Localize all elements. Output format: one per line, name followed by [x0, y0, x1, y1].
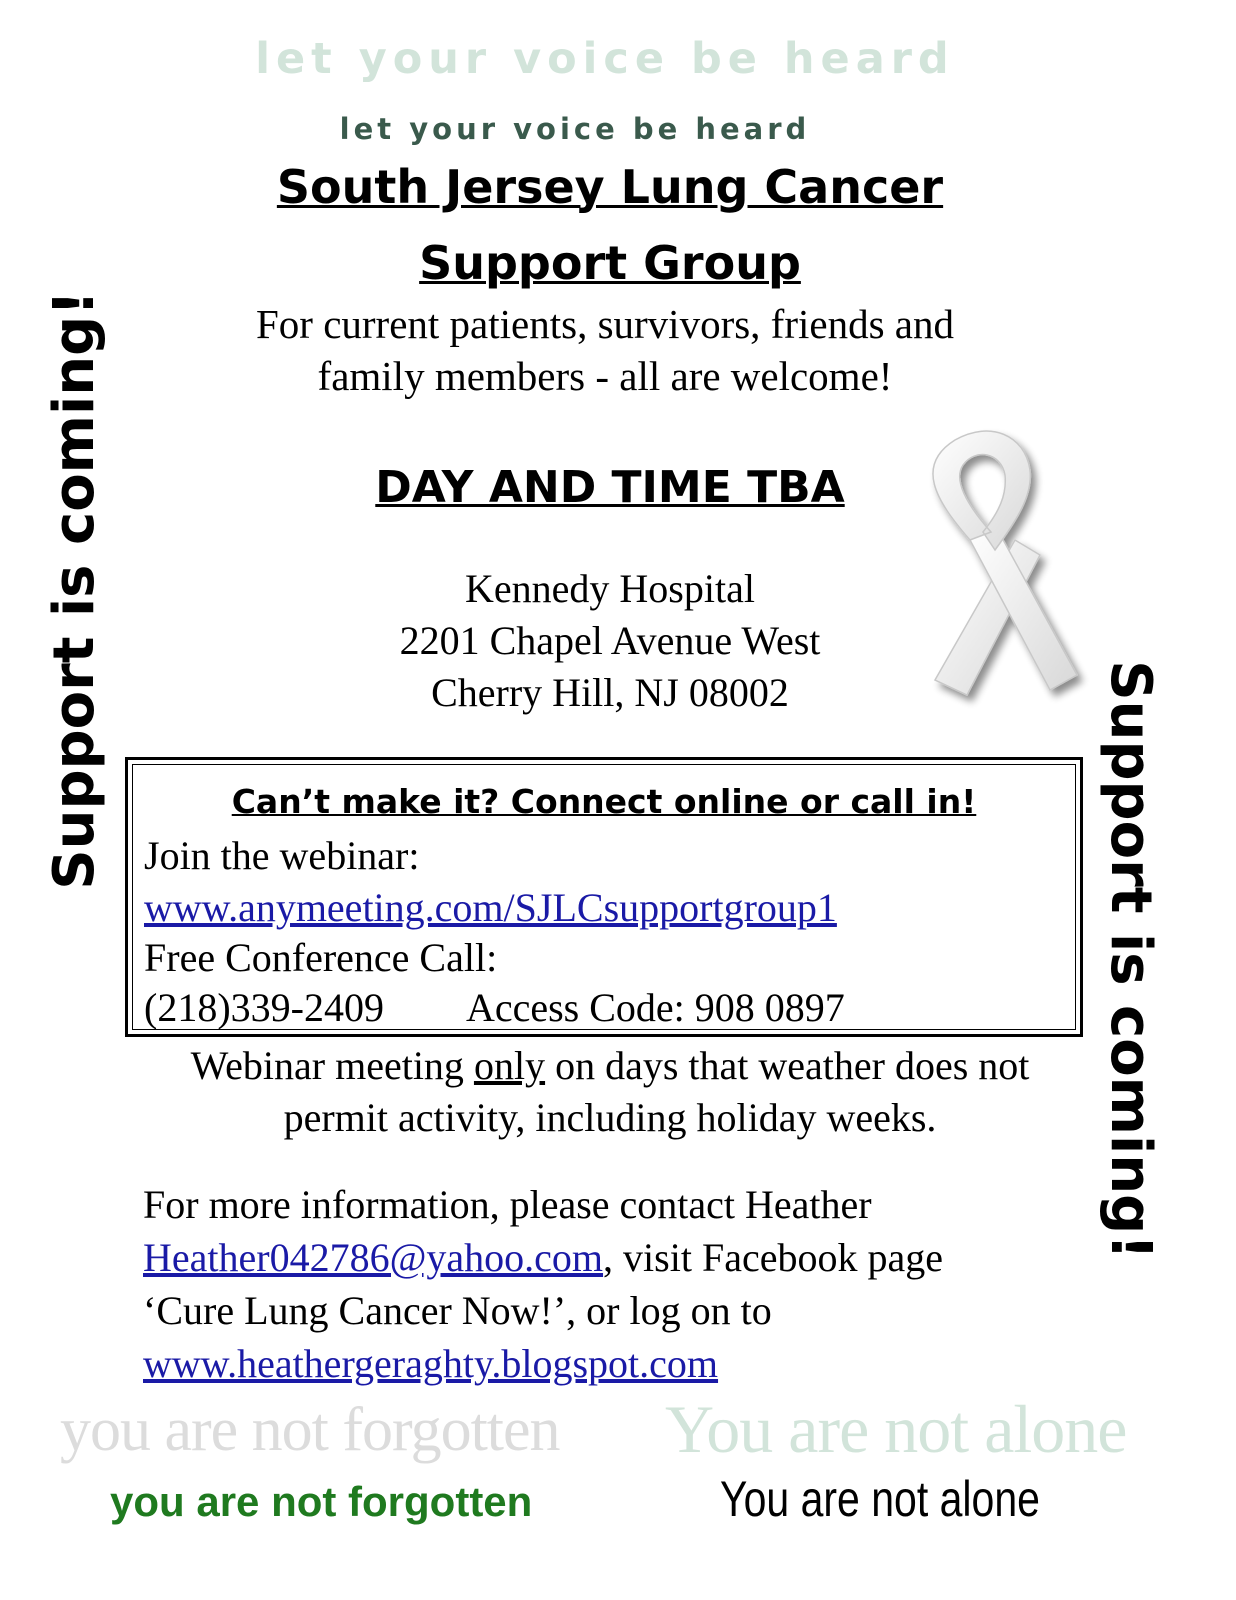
connect-heading: Can’t make it? Connect online or call in!	[231, 782, 977, 821]
conference-call-line	[144, 984, 845, 1031]
intro-line-2: family members - all are welcome!	[317, 353, 893, 399]
webinar-link[interactable]: www.anymeeting.com/SJLCsupportgroup1	[144, 885, 837, 930]
phone-number[interactable]: (218)339-2409	[144, 985, 384, 1030]
conference-call-label: Free Conference Call:	[144, 935, 498, 980]
contact-line-1: For more information, please contact Heather	[143, 1182, 872, 1227]
venue-name: Kennedy Hospital	[465, 566, 755, 611]
side-banner-right	[1080, 560, 1180, 1360]
day-time-heading: DAY AND TIME TBA	[375, 462, 845, 513]
connect-info-box	[125, 757, 1083, 1037]
contact-info	[143, 1178, 1043, 1390]
intro-line-1: For current patients, survivors, friends and	[256, 301, 954, 347]
contact-line-2-text: , visit Facebook page	[603, 1235, 943, 1280]
footer-faded-right: You are not alone	[665, 1391, 1127, 1467]
weather-note-after: on days that weather does not	[545, 1043, 1030, 1088]
side-banner-left	[25, 190, 125, 990]
intro-text	[170, 298, 1040, 402]
blog-link[interactable]: www.heathergeraghty.blogspot.com	[143, 1341, 719, 1386]
email-link[interactable]: Heather042786@yahoo.com	[143, 1235, 604, 1280]
venue-street: 2201 Chapel Avenue West	[399, 618, 821, 663]
access-code: Access Code: 908 0897	[465, 985, 845, 1030]
weather-note-before: Webinar meeting	[190, 1043, 474, 1088]
weather-note-line-1	[130, 1040, 1090, 1092]
venue-city: Cherry Hill, NJ 08002	[431, 670, 789, 715]
tagline-faded: let your voice be heard	[255, 34, 955, 84]
weather-note	[130, 1040, 1090, 1144]
side-text-left: Support is coming!	[42, 290, 107, 890]
contact-line-3: ‘Cure Lung Cancer Now!’, or log on to	[143, 1288, 772, 1333]
side-text-right: Support is coming!	[1098, 660, 1163, 1260]
webinar-label: Join the webinar:	[144, 833, 420, 878]
footer-right: You are not alone	[720, 1471, 1040, 1527]
awareness-ribbon-icon	[895, 420, 1095, 740]
title-line-2: Support Group	[419, 236, 801, 290]
footer-faded-left: you are not forgotten	[60, 1396, 560, 1464]
weather-note-emphasis: only	[473, 1043, 546, 1088]
footer-left: you are not forgotten	[110, 1478, 533, 1525]
contact-line-2	[143, 1231, 1043, 1284]
venue-address	[300, 563, 920, 719]
tagline: let your voice be heard	[339, 112, 811, 146]
title-line-1: South Jersey Lung Cancer	[276, 160, 944, 214]
weather-note-line-2: permit activity, including holiday weeks.	[283, 1095, 937, 1140]
